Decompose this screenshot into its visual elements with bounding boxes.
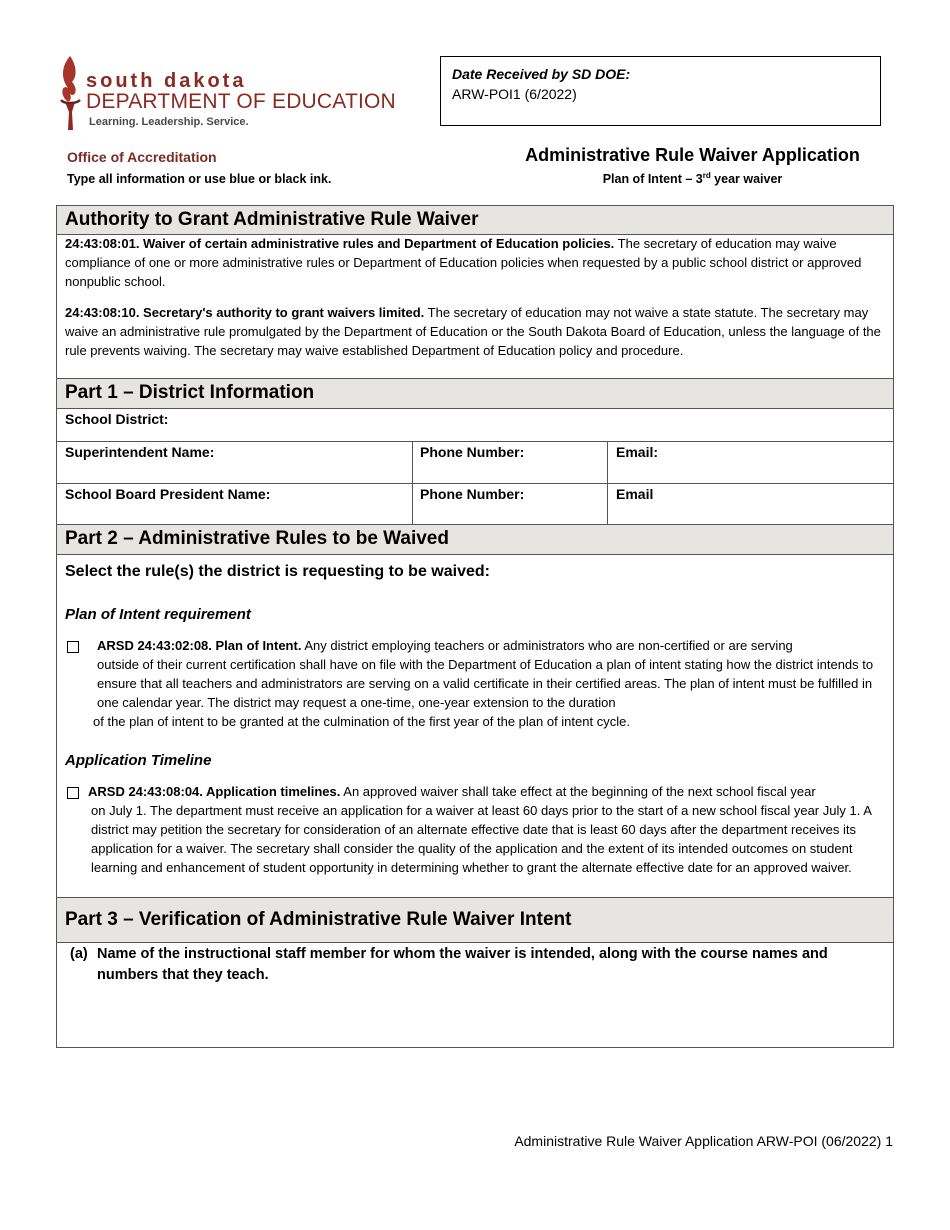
application-timeline-rule bbox=[88, 782, 888, 801]
board-president-phone-field[interactable]: Phone Number: bbox=[420, 486, 525, 502]
subtitle-pre: Plan of Intent – 3 bbox=[602, 172, 703, 187]
authority-paragraph-2 bbox=[65, 303, 889, 360]
plan-of-intent-rule bbox=[97, 636, 887, 712]
subtitle-sup: rd bbox=[702, 171, 711, 180]
row-divider bbox=[57, 441, 893, 442]
part3-header: Part 3 – Verification of Administrative Rule Waiver Intent bbox=[57, 897, 893, 943]
torch-flame-icon bbox=[56, 54, 86, 132]
logo-tagline: Learning. Leadership. Service. bbox=[89, 116, 249, 128]
subtitle-post: year waiver bbox=[710, 172, 783, 187]
office-name: Office of Accreditation bbox=[67, 149, 217, 165]
authority-paragraph-1 bbox=[65, 234, 889, 291]
superintendent-email-field[interactable]: Email: bbox=[616, 444, 659, 460]
item2-line1: An approved waiver shall take effect at the beginning of the next school fiscal year bbox=[340, 784, 816, 799]
item2-bold: ARSD 24:43:08:04. Application timelines. bbox=[88, 784, 341, 799]
date-received-label: Date Received by SD DOE: bbox=[452, 66, 631, 82]
column-divider bbox=[412, 441, 413, 525]
sd-doe-logo bbox=[56, 54, 401, 132]
logo-line2: DEPARTMENT OF EDUCATION bbox=[86, 90, 396, 113]
board-president-name-field[interactable]: School Board President Name: bbox=[65, 486, 271, 502]
superintendent-name-field[interactable]: Superintendent Name: bbox=[65, 444, 215, 460]
school-district-field[interactable]: School District: bbox=[65, 411, 169, 427]
application-timeline-subheading: Application Timeline bbox=[65, 752, 212, 769]
question-a-number: (a) bbox=[70, 946, 88, 962]
superintendent-phone-field[interactable]: Phone Number: bbox=[420, 444, 525, 460]
select-rules-prompt: Select the rule(s) the district is requesting to be waived: bbox=[65, 563, 490, 580]
authority-p1-text: The secretary of education may waive compliance of one or more administrative rules or Department of Education policies when requested by a public school district or approved nonpublic school. bbox=[65, 236, 862, 289]
item1-bold: ARSD 24:43:02:08. Plan of Intent. bbox=[97, 638, 302, 653]
date-received-box[interactable] bbox=[440, 56, 881, 126]
page-footer: Administrative Rule Waiver Application ARW-POI (06/2022) 1 bbox=[514, 1133, 893, 1149]
part2-header: Part 2 – Administrative Rules to be Waived bbox=[57, 524, 893, 555]
authority-p1-bold: 24:43:08:01. Waiver of certain administrative rules and Department of Education policies. bbox=[65, 236, 615, 251]
item1-rest: outside of their current certification shall have on file with the Department of Education a plan of intent stating how the district intends to ensure that all teachers and administrators are serving on a valid certificate in their certified areas. The plan of intent must be fulfilled in one calendar year. The district may request a one-time, one-year extension to the duration bbox=[97, 657, 874, 710]
column-divider bbox=[607, 441, 608, 525]
page-title: Administrative Rule Waiver Application bbox=[525, 145, 860, 165]
question-a-text: Name of the instructional staff member for whom the waiver is intended, along with the course names and numbers that they teach. bbox=[97, 946, 828, 983]
form-code: ARW-POI1 (6/2022) bbox=[452, 86, 577, 102]
plan-of-intent-subheading: Plan of Intent requirement bbox=[65, 606, 251, 623]
authority-header: Authority to Grant Administrative Rule Waiver bbox=[57, 205, 893, 235]
ink-instruction: Type all information or use blue or black ink. bbox=[67, 172, 332, 186]
board-president-email-field[interactable]: Email bbox=[616, 486, 654, 502]
item1-line1: Any district employing teachers or administrators who are non-certified or are serving bbox=[301, 638, 793, 653]
item2-rest: on July 1. The department must receive an application for a waiver at least 60 days prior to the start of a new school fiscal year July 1. A district may petition the secretary for consideration of an alternate effective date that is least 60 days after the department receives its application for a waiver. The secretary shall consider the quality of the application and the extent of its intended outcomes on student learning and enhancement of student opportunity in determining whether to grant the alternate effective date for an approved waiver. bbox=[91, 803, 872, 875]
row-divider bbox=[57, 483, 893, 484]
plan-of-intent-checkbox[interactable] bbox=[67, 641, 79, 653]
logo-line1: south dakota bbox=[86, 70, 247, 92]
part1-header: Part 1 – District Information bbox=[57, 378, 893, 409]
page-subtitle bbox=[440, 171, 945, 186]
authority-p2-bold: 24:43:08:10. Secretary's authority to grant waivers limited. bbox=[65, 305, 425, 320]
authority-p2-text: The secretary of education may not waive a state statute. The secretary may waive an administrative rule promulgated by the Department of Education or the South Dakota Board of Education, unless the language of the rule prevents waiving. The secretary may waive established Department of Education policy and procedure. bbox=[65, 305, 881, 358]
application-timeline-checkbox[interactable] bbox=[67, 787, 79, 799]
item1-last-line: of the plan of intent to be granted at the culmination of the first year of the plan of intent cycle. bbox=[93, 714, 630, 729]
